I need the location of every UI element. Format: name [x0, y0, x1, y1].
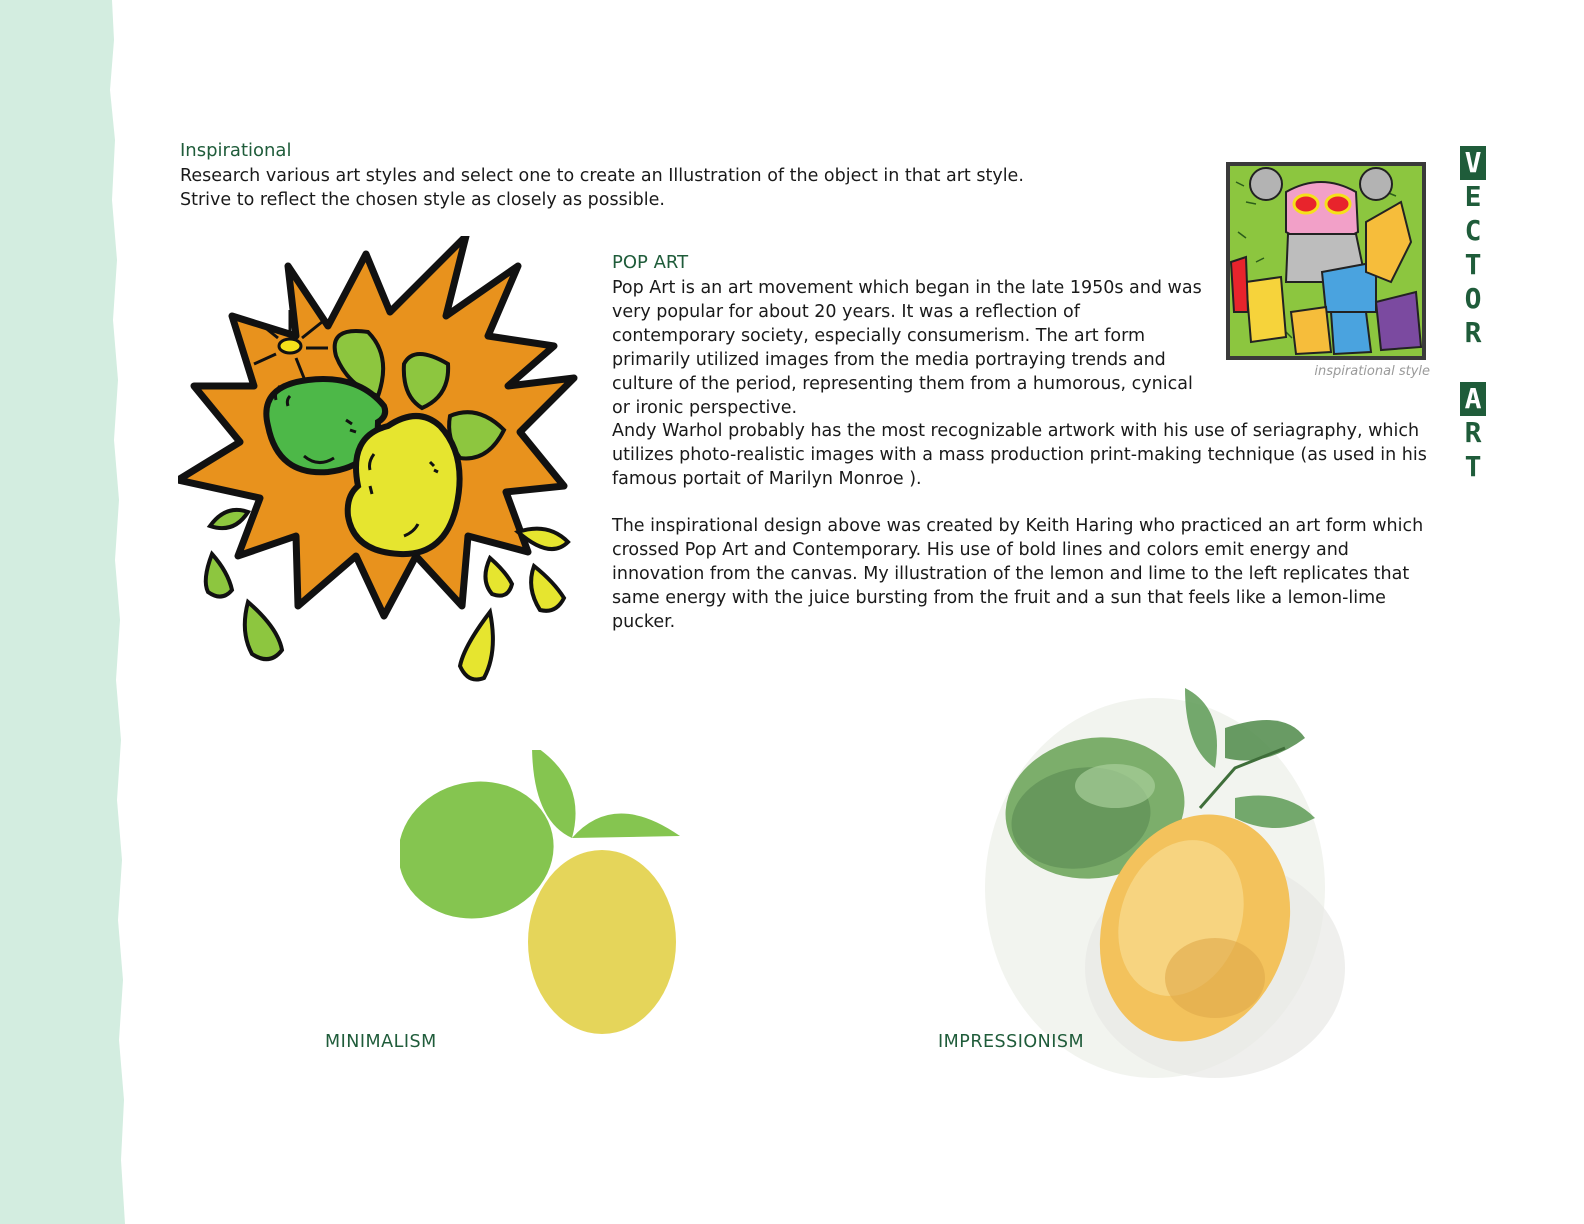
minimalism-label: MINIMALISM — [325, 1032, 437, 1052]
pop-art-paragraph-1: Pop Art is an art movement which began in the late 1950s and was very popular for about 20 years. It was a reflection of contemporary society, especially consumerism. The art form primarily utilized images from the media portraying trends and culture of the period, representing them from a humorous, cynical or ironic perspective. — [612, 278, 1202, 418]
vertical-letter: T — [1464, 450, 1482, 483]
vertical-letter: A — [1460, 382, 1486, 416]
sidebar-strip — [0, 0, 128, 1224]
vertical-letter: R — [1464, 316, 1482, 349]
intro-line-1: Research various art styles and select one to create an Illustration of the object in that art style. — [180, 166, 1024, 186]
vertical-title — [1460, 146, 1490, 484]
vertical-letter: C — [1464, 214, 1482, 247]
minimalism-illustration — [400, 750, 690, 1050]
pop-art-title: POP ART — [612, 252, 689, 273]
impressionism-label: IMPRESSIONISM — [938, 1032, 1085, 1052]
pop-art-paragraph-2: Andy Warhol probably has the most recognizable artwork with his use of seriagraphy, which utilizes photo-realistic images with a mass production print-making technique (as used in his famous portait of Marilyn Monroe ). — [612, 421, 1427, 489]
intro-text — [180, 164, 1160, 212]
impressionism-illustration — [985, 668, 1365, 1078]
vertical-letter: R — [1464, 416, 1482, 449]
vertical-letter: E — [1464, 180, 1482, 213]
pop-art-illustration — [178, 236, 584, 696]
intro-title: Inspirational — [180, 140, 292, 161]
inspirational-artwork — [1226, 162, 1426, 360]
inspiration-caption: inspirational style — [1314, 364, 1430, 379]
vertical-letter: O — [1464, 282, 1482, 315]
vertical-letter: V — [1460, 146, 1486, 180]
intro-line-2: Strive to reflect the chosen style as closely as possible. — [180, 190, 665, 210]
vertical-letter: T — [1464, 248, 1482, 281]
pop-art-paragraph-3: The inspirational design above was created by Keith Haring who practiced an art form which crossed Pop Art and Contemporary. His use of bold lines and colors emit energy and innovation from the canvas. My illustration of the lemon and lime to the left replicates that same energy with the juice bursting from the fruit and a sun that feels like a lemon-lime pucker. — [612, 516, 1424, 632]
